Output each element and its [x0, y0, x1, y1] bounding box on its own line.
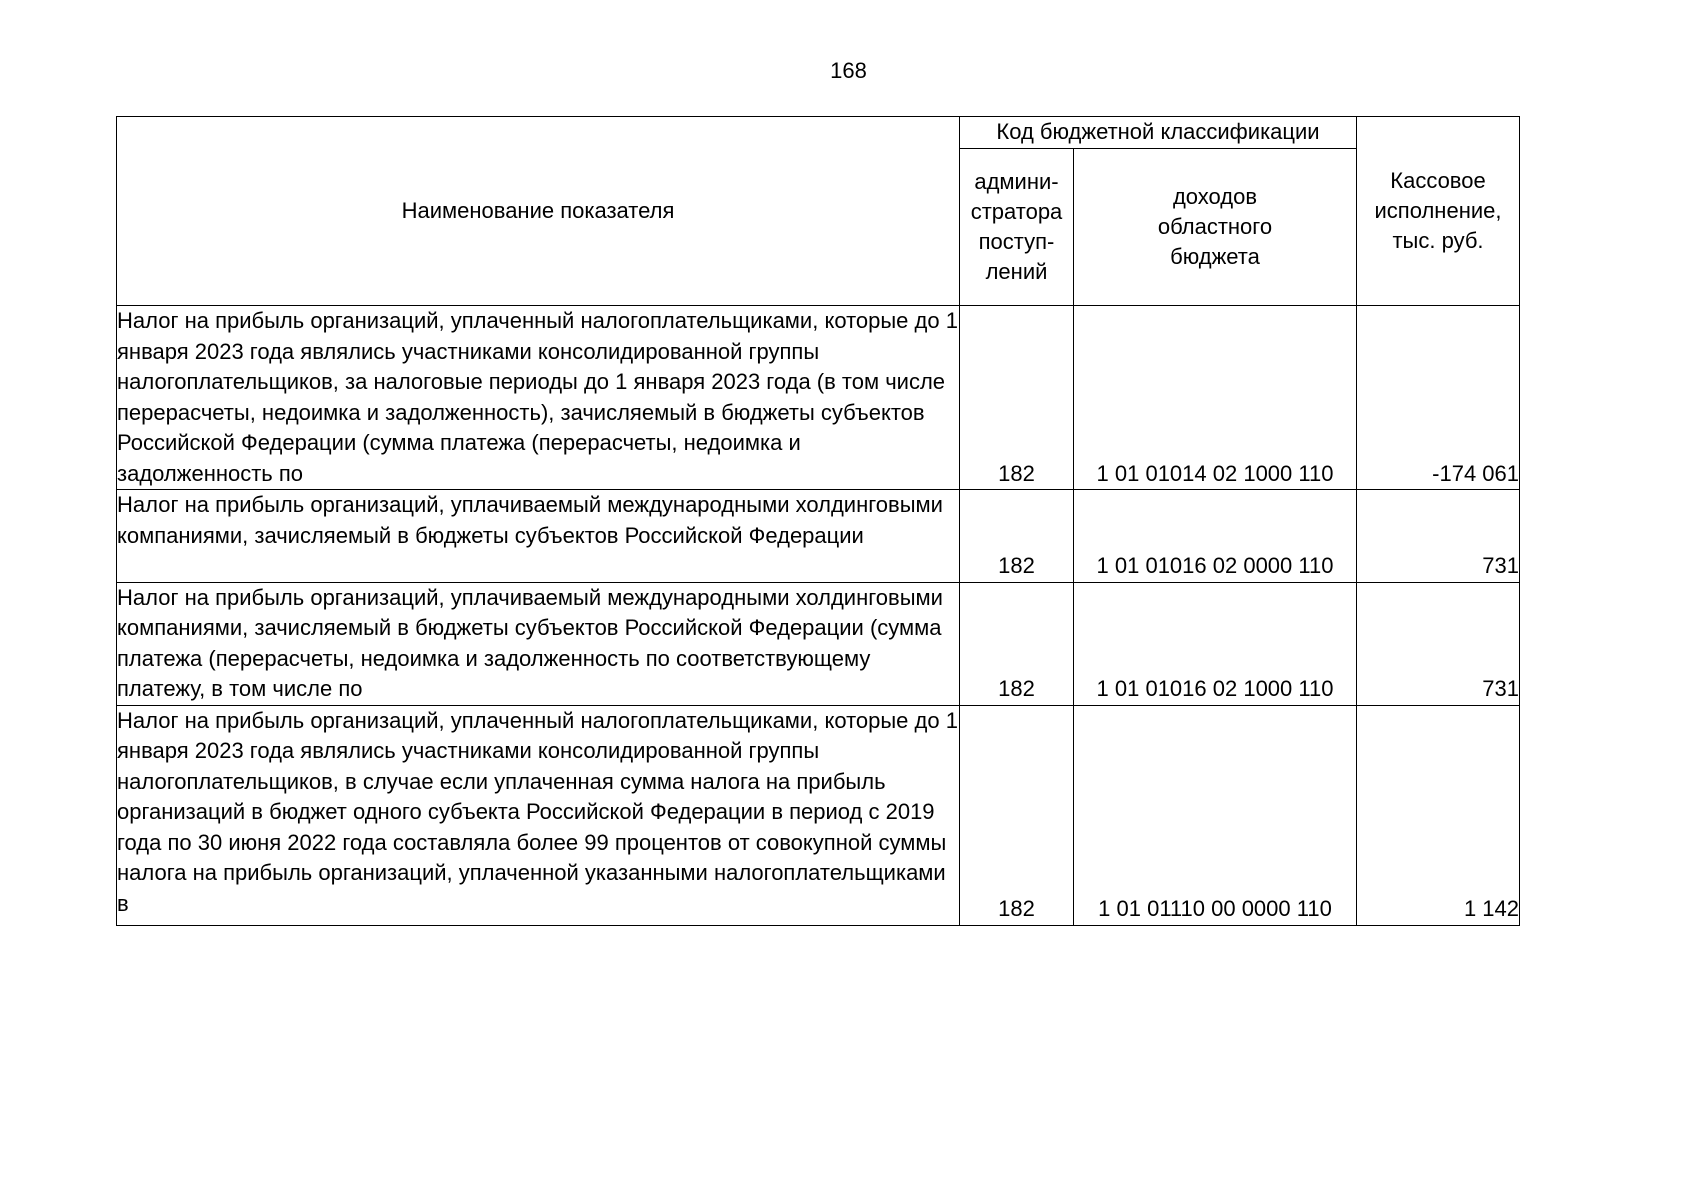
row-income-code: 1 01 01016 02 0000 110 [1074, 490, 1357, 583]
row-admin-code: 182 [960, 582, 1074, 705]
row-execution-value: -174 061 [1357, 306, 1520, 490]
page-number: 168 [830, 58, 867, 83]
row-indicator-text: Налог на прибыль организаций, уплачиваемый международными холдинговыми компаниями, зачисляемый в бюджеты субъектов Российской Федерации (сумма платежа (перерасчеты, недоимка и задолженность по соответствующему платежу, в том числе по [117, 584, 943, 701]
header-indicator-name: Наименование показателя [117, 117, 960, 306]
table-row [117, 705, 1520, 925]
row-execution-value: 731 [1357, 582, 1520, 705]
row-admin-code: 182 [960, 306, 1074, 490]
header-code-group: Код бюджетной классификации [960, 117, 1357, 149]
row-admin-code: 182 [960, 705, 1074, 925]
row-indicator-text: Налог на прибыль организаций, уплачиваемый международными холдинговыми компаниями, зачисляемый в бюджеты субъектов Российской Федерации [117, 492, 943, 548]
row-admin-code: 182 [960, 490, 1074, 583]
row-indicator-name [117, 705, 960, 925]
header-admin-code: админи- стратора поступ- лений [960, 149, 1074, 306]
row-income-code: 1 01 01110 00 0000 110 [1074, 705, 1357, 925]
row-indicator-text: Налог на прибыль организаций, уплаченный налогоплательщиками, которые до 1 января 2023 года являлись участниками консолидированной группы налогоплательщиков, в случае если уплаченная сумма налога на прибыль организаций в бюджет одного субъекта Российской Федерации в период с 2019 года по 30 июня 2022 года составляла более 99 процентов от совокупной суммы налога на прибыль организаций, уплаченной указанными налогоплательщиками в [117, 707, 958, 916]
table-row [117, 490, 1520, 583]
row-indicator-name [117, 490, 960, 583]
row-income-code: 1 01 01014 02 1000 110 [1074, 306, 1357, 490]
row-indicator-name [117, 582, 960, 705]
header-row-top [117, 117, 1520, 149]
header-cash-execution: Кассовое исполнение, тыс. руб. [1357, 117, 1520, 306]
budget-income-table [116, 116, 1520, 926]
table-row [117, 306, 1520, 490]
row-indicator-text: Налог на прибыль организаций, уплаченный налогоплательщиками, которые до 1 января 2023 года являлись участниками консолидированной группы налогоплательщиков, за налоговые периоды до 1 января 2023 года (в том числе перерасчеты, недоимка и задолженность), зачисляемый в бюджеты субъектов Российской Федерации (сумма платежа (перерасчеты, недоимка и задолженность по [117, 308, 958, 486]
header-income-code: доходов областного бюджета [1074, 149, 1357, 306]
row-income-code: 1 01 01016 02 1000 110 [1074, 582, 1357, 705]
row-execution-value: 1 142 [1357, 705, 1520, 925]
row-indicator-name [117, 306, 960, 490]
table-row [117, 582, 1520, 705]
row-execution-value: 731 [1357, 490, 1520, 583]
